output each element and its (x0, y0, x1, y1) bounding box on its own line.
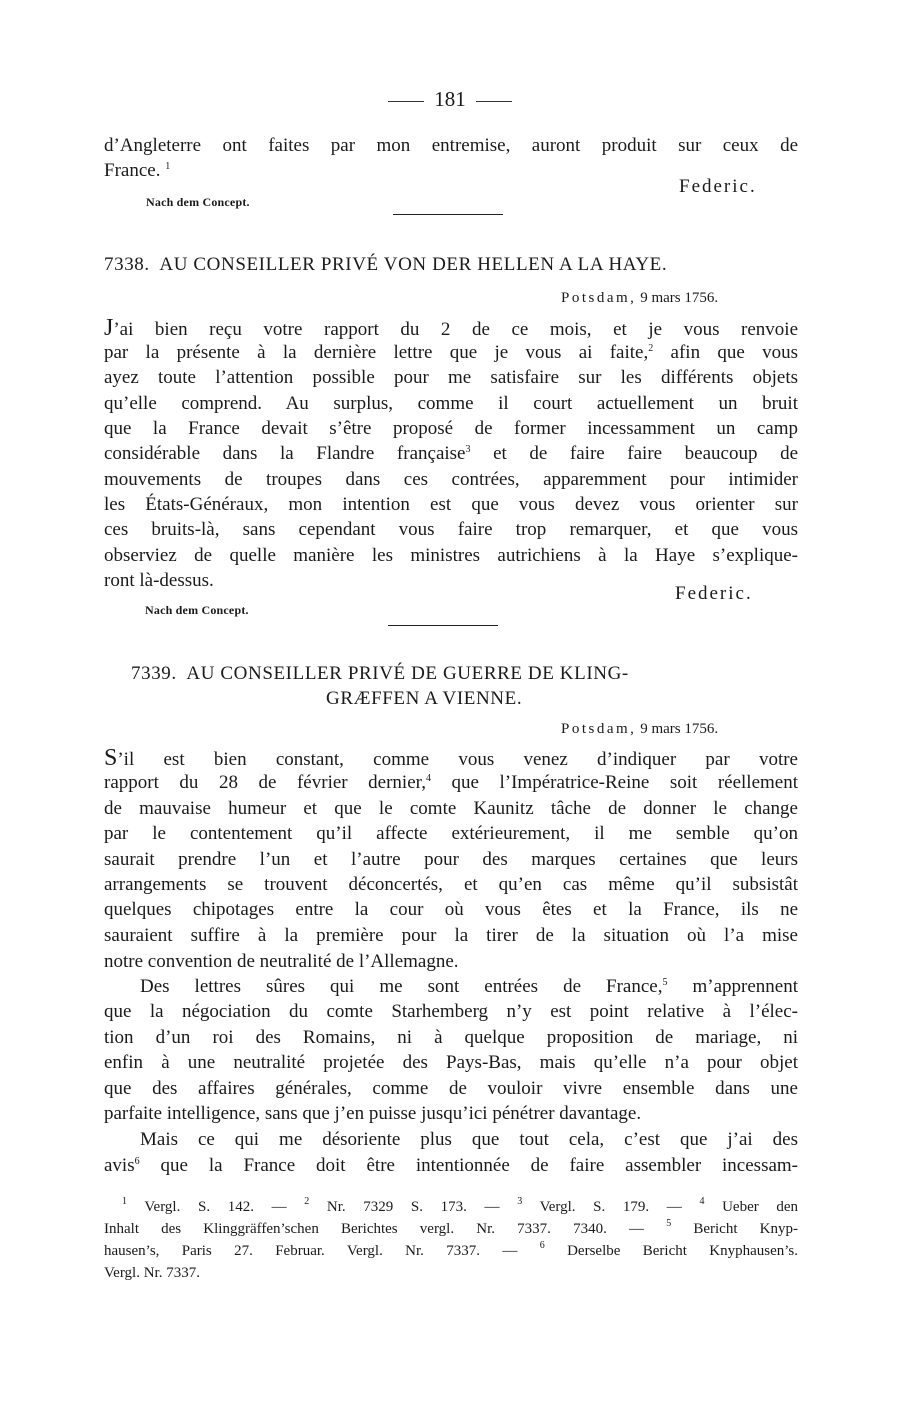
source-note: Nach dem Concept. (145, 603, 249, 617)
letter-number: 7338. (104, 254, 150, 275)
text-line: par le contentement qu’il affecte extérieurement, il me semble qu’on (104, 823, 798, 844)
dateline: Potsdam, 9 mars 1756. (561, 721, 719, 737)
footnote-line: hausen’s, Paris 27. Februar. Vergl. Nr. 7337. — $^6$ Derselbe Bericht Knyphausen’s. (104, 1240, 798, 1259)
footnote-ref: 4 (425, 773, 431, 784)
text-line: notre convention de neutralité de l’Allemagne. (104, 951, 459, 972)
text-line: avis$^6$ que la France doit être intentionnée de faire assembler incessam- (104, 1155, 799, 1176)
text-line: France. $^1$ (104, 160, 171, 181)
text-line: Des lettres sûres qui me sont entrées de France,$^5$ m’apprennent (140, 976, 798, 997)
text-line: saurait prendre l’un et l’autre pour des marques certaines que leurs (104, 849, 798, 870)
text-line: mouvements de troupes dans ces contrées, apparemment pour intimider (104, 469, 798, 490)
text-line: arrangements se trouvent déconcertés, et qu’en cas même qu’il subsistât (104, 874, 798, 895)
source-note: Nach dem Concept. (146, 195, 250, 209)
text-line: considérable dans la Flandre française$^3$ et de faire faire beaucoup de (104, 443, 798, 464)
section-divider (388, 625, 498, 626)
section-divider (393, 214, 503, 215)
letter-title: AU CONSEILLER PRIVÉ DE GUERRE DE KLING- (186, 663, 629, 684)
text-line: par la présente à la dernière lettre que je vous ai faite,$^2$ afin que vous (104, 342, 799, 363)
footnote-line: $^1$ Vergl. S. 142. — $^2$ Nr. 7329 S. 173. — $^3$ Vergl. S. 179. — $^4$ Ueber den (122, 1196, 799, 1215)
initial-letter: J (104, 315, 114, 341)
text-line: que des affaires générales, comme de vouloir vivre ensemble dans une (104, 1078, 798, 1099)
text-line: qu’elle comprend. Au surplus, comme il court actuellement un bruit (104, 393, 798, 414)
text-line: ces bruits-là, sans cependant vous faire trop remarquer, et que vous (104, 519, 798, 540)
footnote-line: Vergl. Nr. 7337. (104, 1265, 200, 1281)
text-line: ayez toute l’attention possible pour me satisfaire sur les différents objets (104, 367, 798, 388)
text-line: tion d’un roi des Romains, ni à quelque proposition de mariage, ni (104, 1027, 798, 1048)
page-number-dash-right (476, 101, 512, 102)
letter-number: 7339. (131, 663, 177, 684)
signature: Federic. (675, 583, 753, 604)
page-number-text: 181 (434, 87, 466, 111)
letter-title: AU CONSEILLER PRIVÉ VON DER HELLEN A LA HAYE. (159, 254, 668, 275)
footnote-ref: 3 (465, 444, 471, 455)
text-line: quelques chipotages entre la cour où vous êtes et la France, ils ne (104, 899, 798, 920)
text-line: enfin à une neutralité projetée des Pays-Bas, mais qu’elle n’a pour objet (104, 1052, 798, 1073)
text-line: ront là-dessus. (104, 570, 214, 591)
footnote-ref: 1 (165, 161, 171, 172)
text-line: que la France devait s’être proposé de former incessamment un camp (104, 418, 798, 439)
text-line: sauraient suffire à la première pour la tirer de la situation où l’a mise (104, 925, 798, 946)
text-line: Mais ce qui me désoriente plus que tout cela, c’est que j’ai des (140, 1129, 798, 1150)
page-number (0, 86, 900, 112)
text-line: rapport du 28 de février dernier,$^4$ que l’Impératrice-Reine soit réellement (104, 772, 798, 793)
letter-heading (104, 254, 667, 276)
initial-letter: S (104, 745, 118, 771)
letter-heading (131, 663, 629, 685)
text-line: de mauvaise humeur et que le comte Kaunitz tâche de donner le change (104, 798, 798, 819)
letter-title-continued: GRÆFFEN A VIENNE. (326, 688, 523, 709)
text-line: les États-Généraux, mon intention est que vous devez vous orienter sur (104, 494, 798, 515)
text-line: parfaite intelligence, sans que j’en puisse jusqu’ici pénétrer davantage. (104, 1103, 642, 1124)
text-line: d’Angleterre ont faites par mon entremise, auront produit sur ceux de (104, 135, 798, 156)
page-number-dash-left (388, 101, 424, 102)
text-line: S’il est bien constant, comme vous venez d’indiquer par votre (104, 745, 798, 771)
footnote-line: Inhalt des Klinggräffen’schen Berichtes vergl. Nr. 7337. 7340. — $^5$ Bericht Knyp- (104, 1218, 799, 1237)
signature: Federic. (679, 176, 757, 197)
text-line: que la négociation du comte Starhemberg n’y est point relative à l’élec- (104, 1001, 798, 1022)
footnote-ref: 5 (662, 977, 668, 988)
footnote-ref: 2 (648, 343, 654, 354)
dateline: Potsdam, 9 mars 1756. (561, 290, 719, 306)
footnote-ref: 6 (134, 1156, 140, 1167)
text-line: observiez de quelle manière les ministres autrichiens à la Haye s’explique- (104, 545, 798, 566)
text-line: J’ai bien reçu votre rapport du 2 de ce mois, et je vous renvoie (104, 315, 798, 341)
